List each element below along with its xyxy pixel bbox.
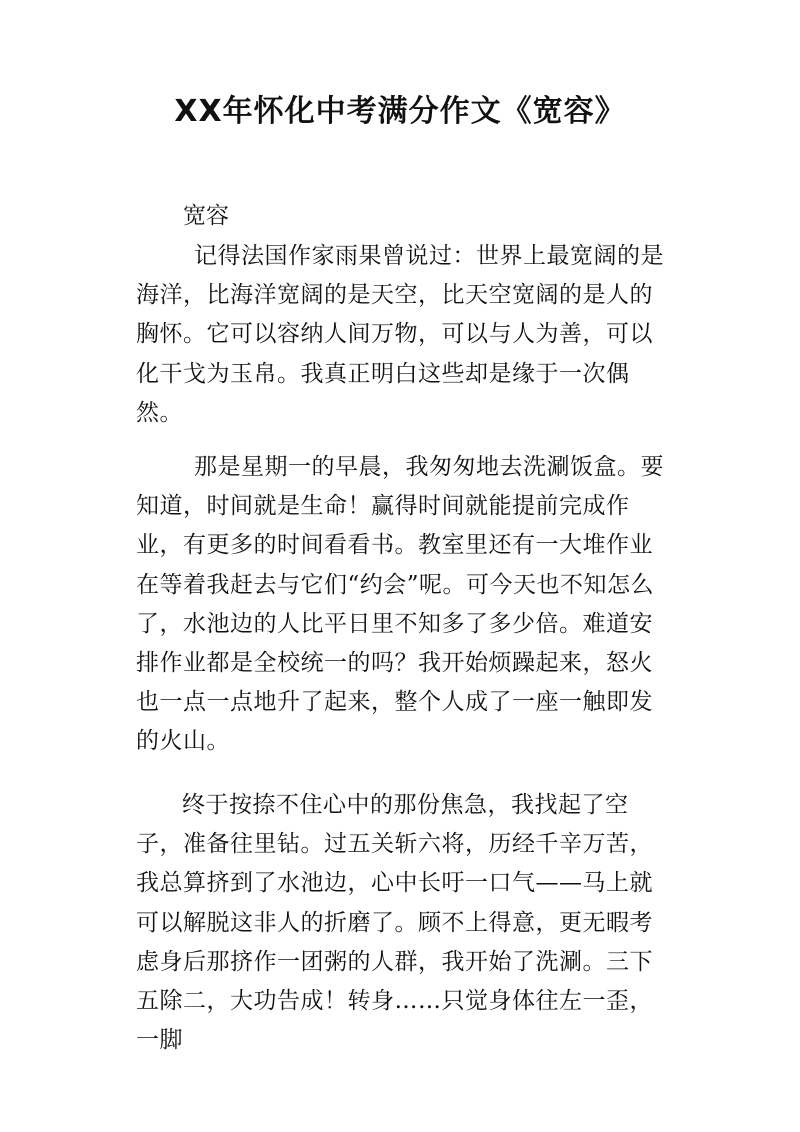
paragraph-1: 记得法国作家雨果曾说过：世界上最宽阔的是海洋，比海洋宽阔的是天空，比天空宽阔的是人的胸怀。它可以容纳人间万物，可以与人为善，可以化干戈为玉帛。我真正明白这些却是缘于一次偶然。 bbox=[136, 243, 664, 426]
document-title: XX年怀化中考满分作文《宽容》 bbox=[174, 94, 626, 129]
paragraph-2: 那是星期一的早晨，我匆匆地去洗涮饭盒。要知道，时间就是生命！赢得时间就能提前完成作业，有更多的时间看看书。教室里还有一大堆作业在等着我赶去与它们“约会”呢。可今天也不知怎么了，水池边的人比平日里不知多了多少倍。难道安排作业都是全校统一的吗？我开始烦躁起来，怒火也一点一点地升了起来，整个人成了一座一触即发的火山。 bbox=[136, 454, 664, 755]
essay-subtitle: 宽容 bbox=[183, 203, 229, 229]
paragraph-3: 终于按捺不住心中的那份焦急，我找起了空子，准备往里钻。过五关斩六将，历经千辛万苦，我总算挤到了水池边，心中长吁一口气——马上就可以解脱这非人的折磨了。顾不上得意，更无暇考虑身后那挤作一团粥的人群，我开始了洗涮。三下五除二，大功告成！转身……只觉身体往左一歪，一脚 bbox=[136, 792, 653, 1054]
